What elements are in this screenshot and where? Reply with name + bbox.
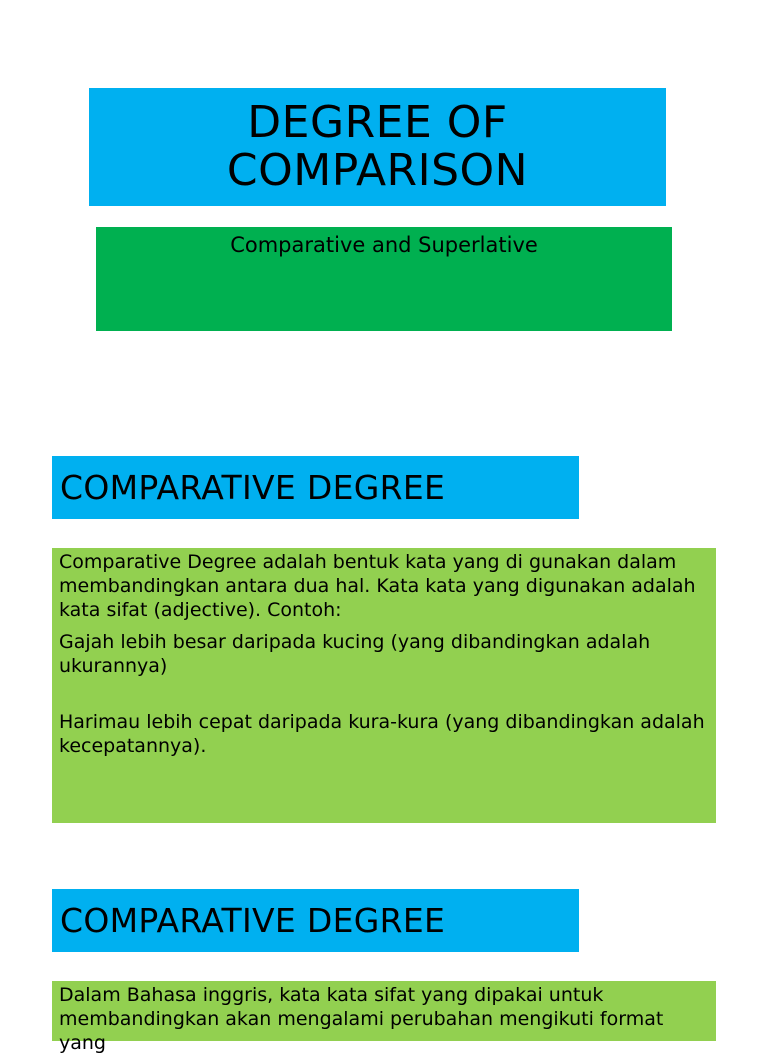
section-1-paragraph-1: Comparative Degree adalah bentuk kata yang di gunakan dalam membandingkan antara dua hal. Kata kata yang digunakan adalah kata sifat (adjective). Contoh: bbox=[59, 551, 696, 621]
title-line-1: DEGREE OF bbox=[247, 97, 508, 148]
subtitle-text: Comparative and Superlative bbox=[230, 233, 538, 257]
section-2-heading-box bbox=[52, 889, 579, 952]
section-1-body bbox=[52, 548, 716, 823]
title-banner bbox=[89, 88, 666, 206]
section-2-body bbox=[52, 981, 716, 1054]
section-2-paragraph-1: Dalam Bahasa inggris, kata kata sifat yang dipakai untuk membandingkan akan mengalami perubahan mengikuti format yang bbox=[59, 984, 664, 1054]
section-1-heading: COMPARATIVE DEGREE bbox=[60, 467, 446, 507]
section-1-heading-box bbox=[52, 456, 579, 519]
title-line-2: COMPARISON bbox=[226, 145, 529, 196]
section-1-paragraph-2: Gajah lebih besar daripada kucing (yang dibandingkan adalah ukurannya) bbox=[59, 631, 651, 677]
section-1-paragraph-3: Harimau lebih cepat daripada kura-kura (yang dibandingkan adalah kecepatannya). bbox=[59, 711, 705, 757]
section-2-heading: COMPARATIVE DEGREE bbox=[60, 900, 446, 940]
subtitle-banner bbox=[96, 227, 672, 331]
